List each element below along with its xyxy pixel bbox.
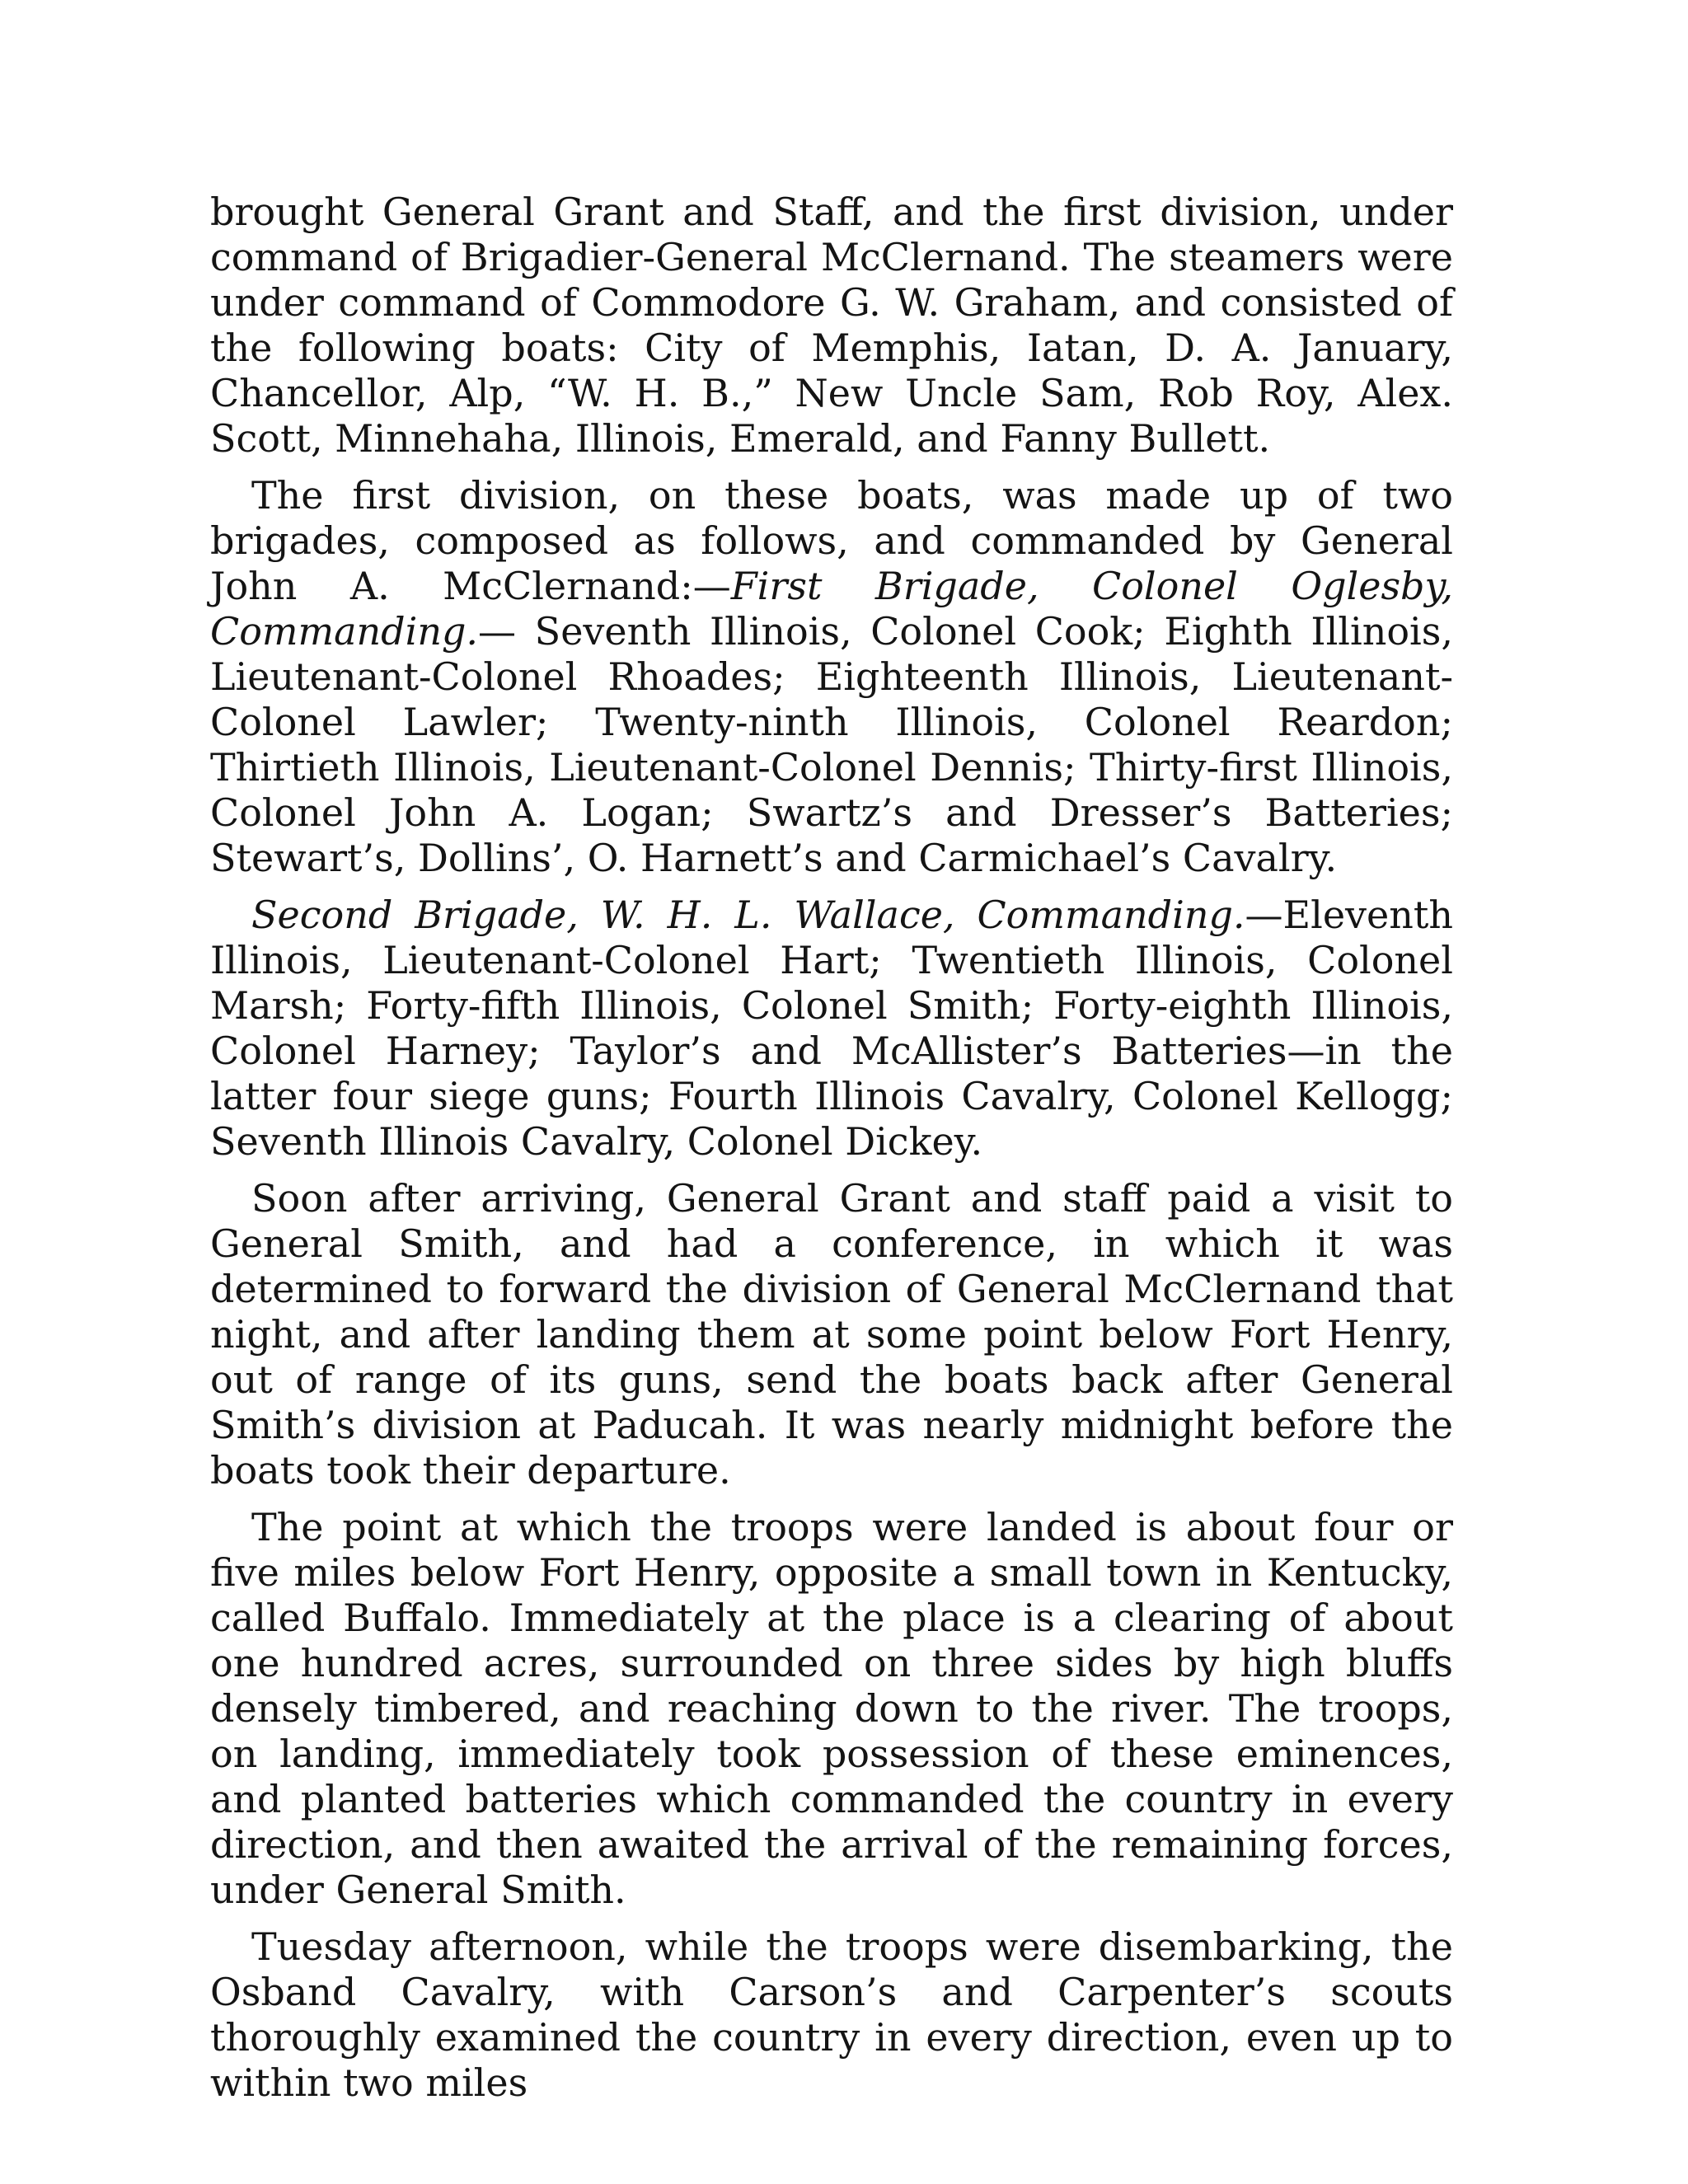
second-brigade-units: —Eleventh Illinois, Lieutenant-Colonel Hart; Twentieth Illinois, Colonel Marsh; Forty-fifth Illinois, Colonel Smith; Forty-eighth Illinois, Colonel Harney; Taylor’s and McAllister’s Batteries—in the latter four siege guns; Fourth Illinois Cavalry, Colonel Kellogg; Seventh Illinois Cavalry, Colonel Dickey. (210, 893, 1453, 1164)
second-brigade-heading: Second Brigade, W. H. L. Wallace, Commanding. (251, 893, 1245, 937)
paragraph-cavalry: Tuesday afternoon, while the troops were disembarking, the Osband Cavalry, with Carson’s and Carpenter’s scouts thoroughly examined the country in every direction, even up to within two miles (210, 1924, 1453, 2105)
paragraph-steamers: brought General Grant and Staff, and the first division, under command of Brigadier-General McClernand. The steamers were under command of Commodore G. W. Graham, and consisted of the following boats: City of Memphis, Iatan, D. A. January, Chancellor, Alp, “W. H. B.,” New Uncle Sam, Rob Roy, Alex. Scott, Minnehaha, Illinois, Emerald, and Fanny Bullett. (210, 190, 1453, 461)
page-body (210, 190, 1453, 2117)
first-brigade-units: — Seventh Illinois, Colonel Cook; Eighth Illinois, Lieutenant-Colonel Rhoades; Eighteenth Illinois, Lieutenant-Colonel Lawler; Twenty-ninth Illinois, Colonel Reardon; Thirtieth Illinois, Lieutenant-Colonel Dennis; Thirty-first Illinois, Colonel John A. Logan; Swartz’s and Dresser’s Batteries; Stewart’s, Dollins’, O. Harnett’s and Carmichael’s Cavalry. (210, 609, 1453, 880)
paragraph-landing: The point at which the troops were landed is about four or five miles below Fort Henry, opposite a small town in Kentucky, called Buffalo. Immediately at the place is a clearing of about one hundred acres, surrounded on three sides by high bluffs densely timbered, and reaching down to the river. The troops, on landing, immediately took possession of these eminences, and planted batteries which commanded the country in every direction, and then awaited the arrival of the remaining forces, under General Smith. (210, 1505, 1453, 1912)
first-brigade-lead: The first division, on these boats, was made up of two brigades, composed as follows, and commanded by General John A. McClernand:— (210, 473, 1453, 608)
paragraph-first-brigade (210, 473, 1453, 881)
first-brigade-heading: First Brigade, Colonel Oglesby, Commanding. (210, 564, 1453, 654)
paragraph-second-brigade (210, 893, 1453, 1165)
paragraph-conference: Soon after arriving, General Grant and staff paid a visit to General Smith, and had a conference, in which it was determined to forward the division of General McClernand that night, and after landing them at some point below Fort Henry, out of range of its guns, send the boats back after General Smith’s division at Paducah. It was nearly midnight before the boats took their departure. (210, 1176, 1453, 1493)
